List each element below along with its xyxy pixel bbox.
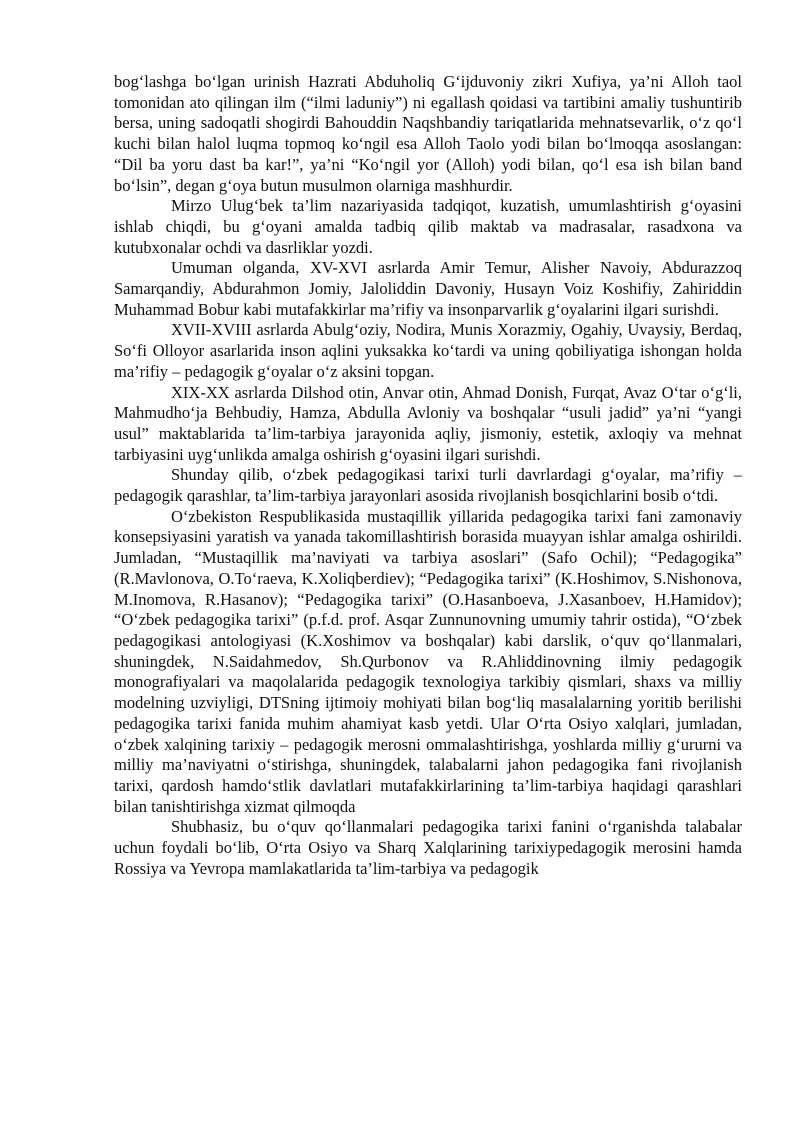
paragraph-xvii-xviii-centuries: XVII-XVIII asrlarda Abulg‘oziy, Nodira, Munis Xorazmiy, Ogahiy, Uvaysiy, Berdaq, So‘fi Olloyor asarlarida inson aqlini yuksakka ko‘tardi va uning qobiliyatiga ishongan holda ma’rifiy – pedagogik g‘oyalar o‘z aksini topgan. [114,320,742,381]
document-page [114,72,742,879]
paragraph-independence-years: O‘zbekiston Respublikasida mustaqillik yillarida pedagogika tarixi fani zamonaviy konsepsiyasini yaratish va yanada takomillashtirish borasida muayyan ishlar amalga oshirildi. Jumladan, “Mustaqillik ma’naviyati va tarbiya asoslari” (Safo Ochil); “Pedagogika” (R.Mavlonova, O.To‘raeva, K.Xoliqberdiev); “Pedagogika tarixi” (K.Hoshimov, S.Nishonova, M.Inomova, R.Hasanov); “Pedagogika tarixi” (O.Hasanboeva, J.Xasanboev, H.Hamidov); “O‘zbek pedagogika tarixi” (p.f.d. prof. Asqar Zunnunovning umumiy tahrir ostida), “O‘zbek pedagogikasi antologiyasi (K.Xoshimov va boshqalar) kabi darslik, o‘quv qo‘llanmalari, shuningdek, N.Saidahmedov, Sh.Qurbonov va R.Ahliddinovning ilmiy pedagogik monografiyalari va maqolalarida pedagogik texnologiya tarkibiy qismlari, shaxs va milliy modelning uzviyligi, DTSning ijtimoiy mohiyati bilan bog‘liq masalalarning yoritib berilishi pedagogika tarixi fanida muhim ahamiyat kasb yetdi. Ular O‘rta Osiyo xalqlari, jumladan, o‘zbek xalqining tarixiy – pedagogik merosni ommalashtirishga, yoshlarda milliy g‘ururni va milliy ma’naviyatni o‘stirishga, shuningdek, talabalarni jahon pedagogika fani rivojlanish tarixi, qardosh hamdo‘stlik davlatlari mutafakkirlarining ta’lim-tarbiya haqidagi qarashlari bilan tanishtirishga xizmat qilmoqda [114,506,742,816]
paragraph-ulugbek: Mirzo Ulug‘bek ta’lim nazariyasida tadqiqot, kuzatish, umumlashtirish g‘oyasini ishlab chiqdi, bu g‘oyani amalda tadbiq qilib maktab va madrasalar, rasadxona va kutubxonalar ochdi va dasrliklar yozdi. [114,196,742,257]
paragraph-summary: Shunday qilib, o‘zbek pedagogikasi tarixi turli davrlardagi g‘oyalar, ma’rifiy – pedagogik qarashlar, ta’lim-tarbiya jarayonlari asosida rivojlanish bosqichlarini bosib o‘tdi. [114,465,742,506]
paragraph-xix-xx-centuries: XIX-XX asrlarda Dilshod otin, Anvar otin, Ahmad Donish, Furqat, Avaz O‘tar o‘g‘li, Mahmudho‘ja Behbudiy, Hamza, Abdulla Avloniy va boshqalar “usuli jadid” ya’ni “yangi usul” maktablarida ta’lim-tarbiya jarayonida aqliy, jismoniy, estetik, axloqiy va mehnat tarbiyasini uyg‘unlikda amalga oshirish g‘oyasini ilgari surishdi. [114,382,742,464]
paragraph-xv-xvi-centuries: Umuman olganda, XV-XVI asrlarda Amir Temur, Alisher Navoiy, Abdurazzoq Samarqandiy, Abdurahmon Jomiy, Jaloliddin Davoniy, Husayn Voiz Koshifiy, Zahiriddin Muhammad Bobur kabi mutafakkirlar ma’rifiy va insonparvarlik g‘oyalarini ilgari surishdi. [114,258,742,319]
paragraph-continuation: bog‘lashga bo‘lgan urinish Hazrati Abduholiq G‘ijduvoniy zikri Xufiya, ya’ni Alloh taol tomonidan ato qilingan ilm (“ilmi laduniy”) ni egallash qoidasi va tartibini amaliy tushuntirib bersa, uning sadoqatli shogirdi Bahouddin Naqshbandiy tariqatlarida mehnatsevarlik, o‘z qo‘l kuchi bilan halol luqma topmoq ko‘ngil esa Alloh Taolo yodi bilan bo‘lmoqqa asoslangan: “Dil ba yoru dast ba kar!”, ya’ni “Ko‘ngil yor (Alloh) yodi bilan, qo‘l esa ish bilan band bo‘lsin”, degan g‘oya butun musulmon olarniga mashhurdir. [114,72,742,195]
paragraph-textbooks-usefulness: Shubhasiz, bu o‘quv qo‘llanmalari pedagogika tarixi fanini o‘rganishda talabalar uchun foydali bo‘lib, O‘rta Osiyo va Sharq Xalqlarining tarixiypedagogik merosini hamda Rossiya va Yevropa mamlakatlarida ta’lim-tarbiya va pedagogik [114,817,742,878]
